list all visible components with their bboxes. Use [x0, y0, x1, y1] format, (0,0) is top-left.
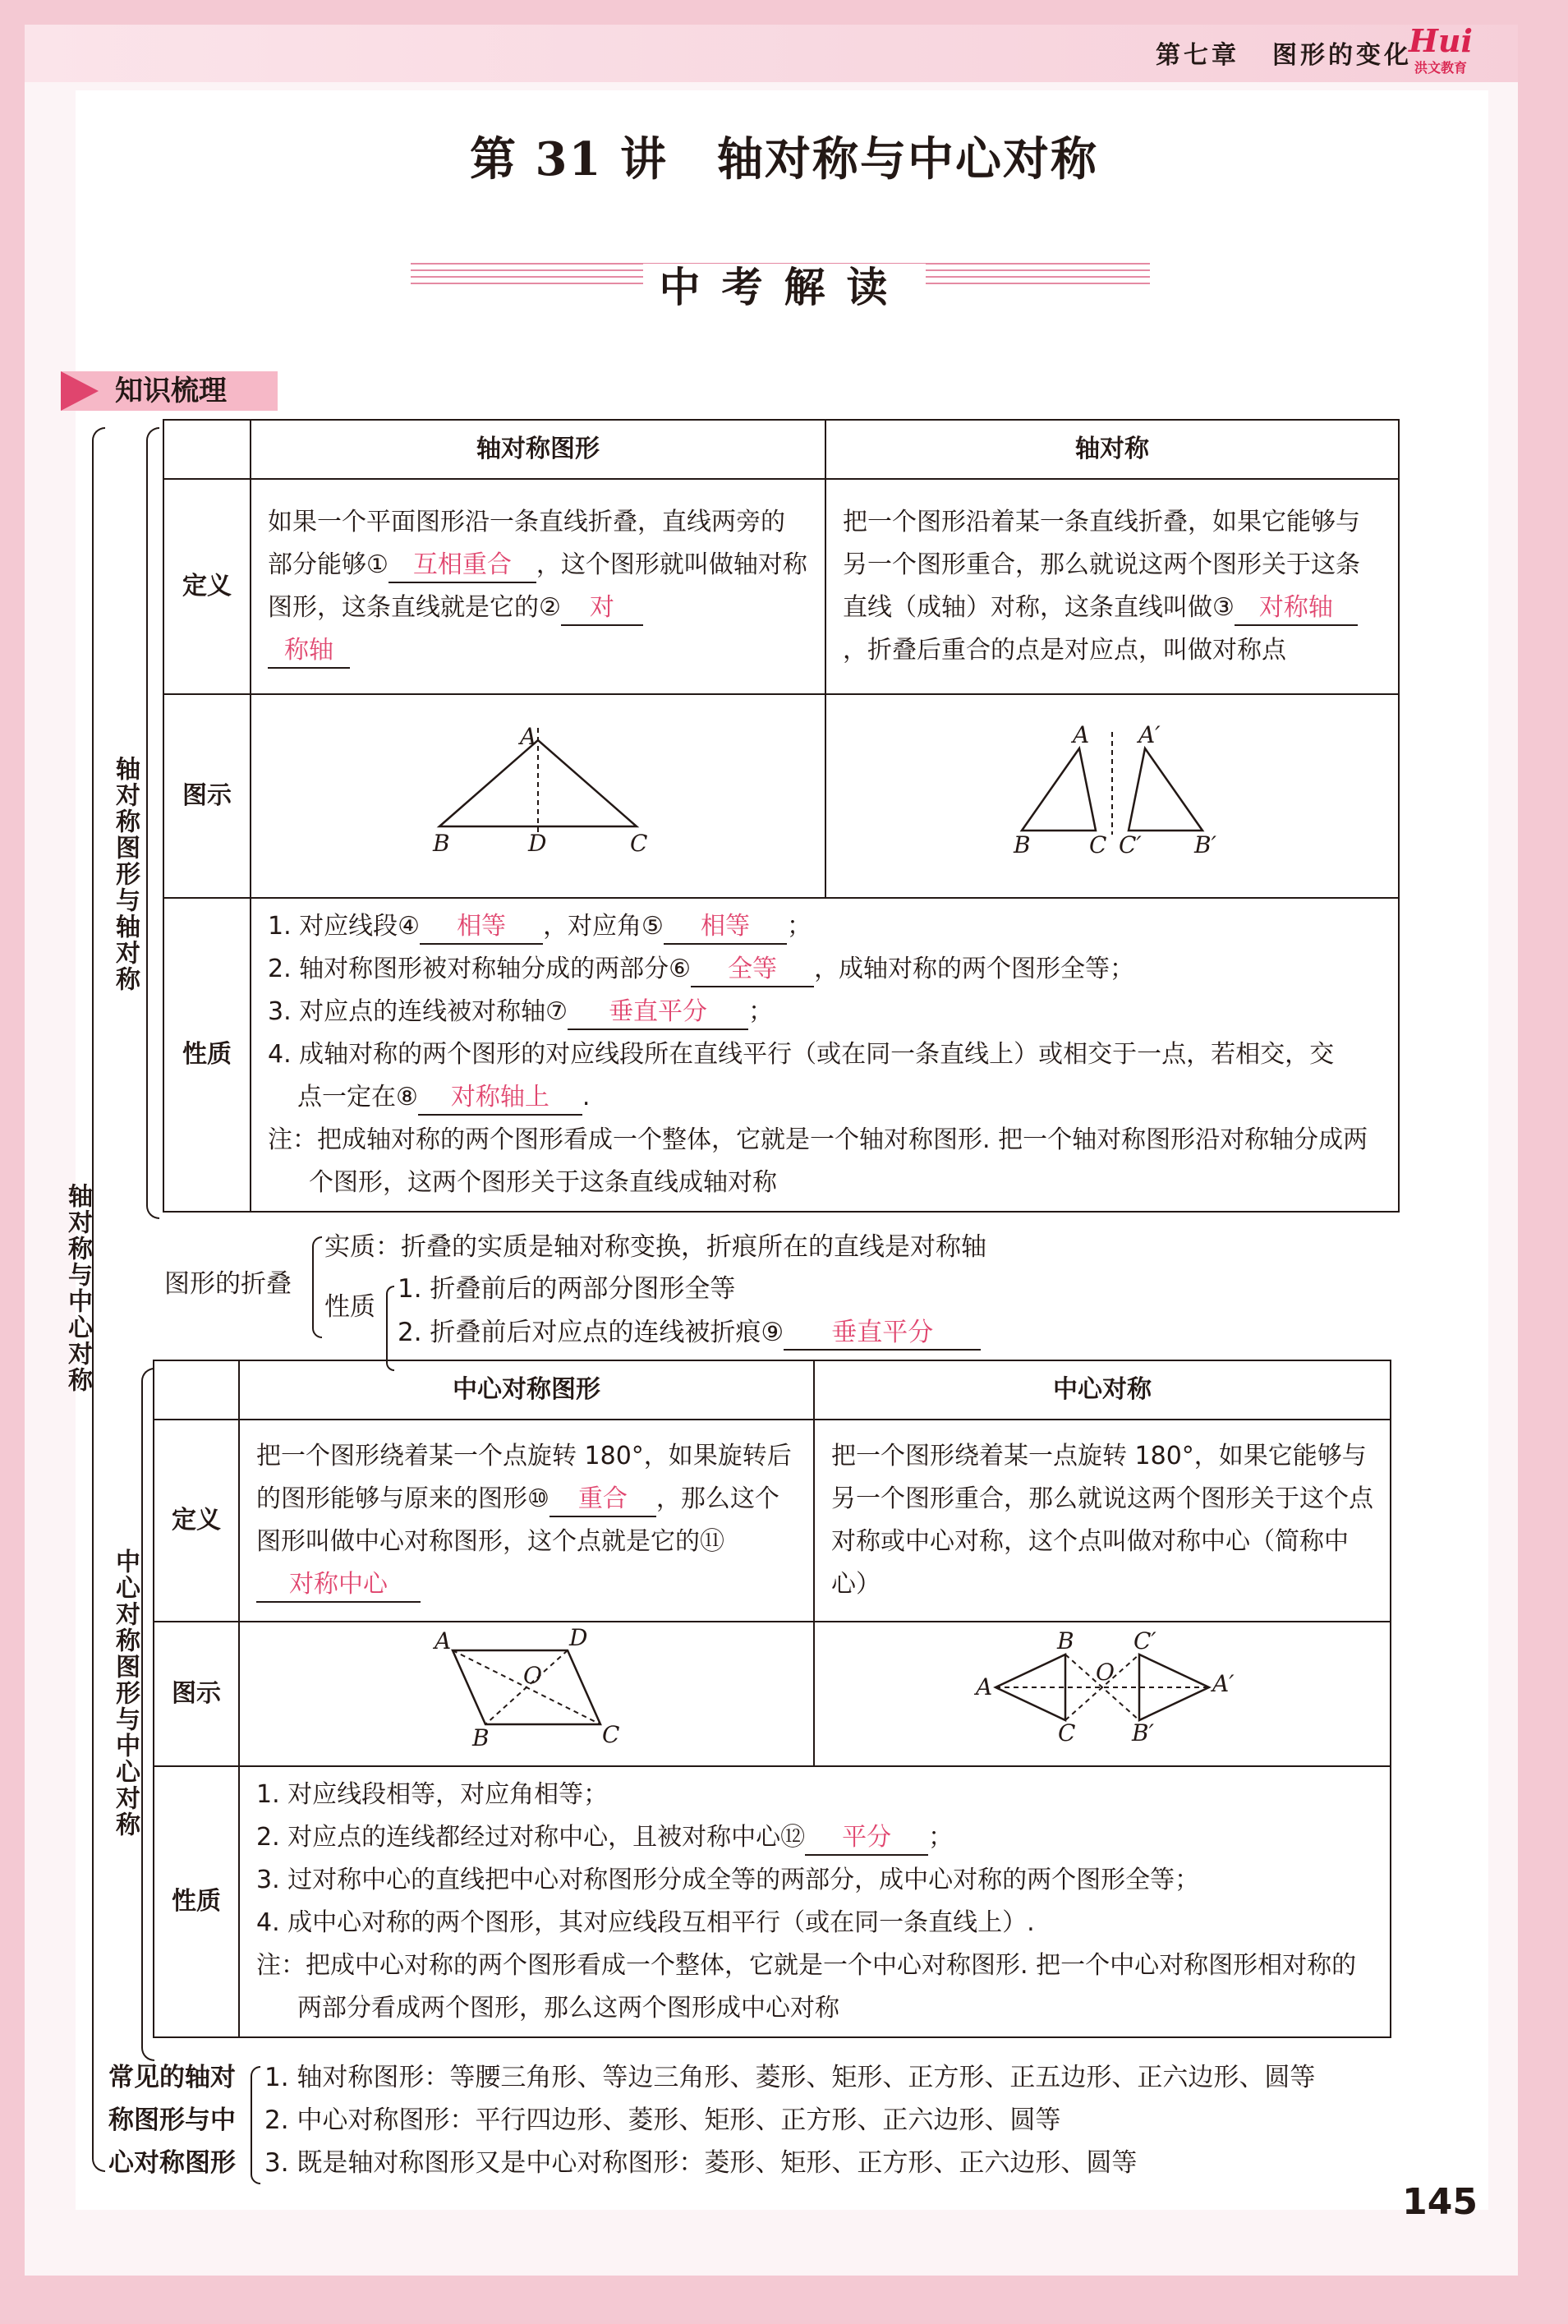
row-label-definition: 定义	[154, 1420, 239, 1622]
axial-symmetry-figure-cell	[825, 694, 1399, 898]
answer-blank-3: 对称轴	[1235, 591, 1358, 626]
folding-essence: 实质：折叠的实质是轴对称变换，折痕所在的直线是对称轴	[324, 1232, 986, 1262]
answer-blank-6: 全等	[691, 953, 814, 987]
running-header	[1123, 35, 1412, 71]
label-C: C	[1058, 1719, 1076, 1746]
rotated-triangles-diagram	[963, 1626, 1242, 1749]
isosceles-triangle-diagram	[415, 720, 661, 859]
label-C: C	[602, 1720, 620, 1748]
folding-prop-2: 2. 折叠前后对应点的连线被折痕⑨ 垂直平分	[398, 1311, 981, 1354]
row-label-figure: 图示	[154, 1622, 239, 1766]
axial-col2-header: 轴对称	[825, 420, 1399, 479]
arrow-icon	[61, 371, 99, 411]
axial-col1-header: 轴对称图形	[251, 420, 825, 479]
row-label-properties: 性质	[163, 898, 251, 1212]
row-label-definition: 定义	[163, 479, 251, 694]
answer-blank-2b: 称轴	[268, 634, 350, 669]
section-tag: 知识梳理	[61, 371, 278, 411]
answer-blank-12: 平分	[805, 1821, 928, 1856]
central-side-label: 中心对称图形与中心对称	[111, 1549, 140, 1838]
label-A: A	[435, 1627, 452, 1654]
axial-table	[163, 419, 1400, 1213]
answer-blank-1: 互相重合	[389, 549, 536, 583]
label-B: B	[1057, 1627, 1074, 1654]
label-C: C	[630, 829, 648, 857]
mirrored-triangles-diagram	[989, 720, 1235, 859]
folding-prop-label: 性质	[324, 1292, 375, 1322]
label-A-prime: A′	[1138, 720, 1161, 748]
folding-prop-1: 1. 折叠前后的两部分图形全等	[398, 1274, 736, 1304]
common-brace	[251, 2066, 260, 2184]
axial-brace	[146, 427, 159, 1219]
label-A-prime: A′	[1212, 1669, 1235, 1697]
central-properties: 1. 对应线段相等，对应角相等； 2. 对应点的连线都经过对称中心，且被对称中心⑫ 平分 ； 3. 过对称中心的直线把中心对称图形分成全等的两部分，成中心对称的两个图形全等； 4. 成中心对称的两个图形，其对应线段互相平行（或在同一条直线上）. 注：把成中心对称的两个图形看成一个整体，它就是一个中心对称图形. 把一个中心对称图形相对称的两部分看成两个图形，那么这两个图形成中心对称	[239, 1766, 1391, 2037]
lecture-number: 第 31 讲	[470, 132, 668, 186]
label-A: A	[520, 722, 537, 750]
axial-figure-cell	[251, 694, 825, 898]
central-table	[153, 1360, 1391, 2038]
central-symmetry-figure-cell	[814, 1622, 1391, 1766]
parallelogram-diagram	[420, 1626, 633, 1749]
answer-blank-10: 重合	[549, 1483, 656, 1517]
page-title	[0, 123, 1568, 189]
answer-blank-8: 对称轴上	[418, 1081, 582, 1116]
label-B: B	[1014, 831, 1031, 858]
section-subtitle: 中考解读	[0, 255, 1568, 314]
answer-blank-9: 垂直平分	[784, 1316, 981, 1351]
label-B-prime: B′	[1194, 831, 1216, 858]
list-item: 2. 中心对称图形：平行四边形、菱形、矩形、正方形、正六边形、圆等	[264, 2105, 1061, 2135]
axial-symmetry-definition: 把一个图形沿着某一条直线折叠，如果它能够与另一个图形重合，那么就说这两个图形关于这条直线（成轴）对称，这条直线叫做③ 对称轴，折叠后重合的点是对应点，叫做对称点	[825, 479, 1399, 694]
answer-blank-2a: 对	[561, 591, 643, 626]
chapter-title: 图形的变化	[1272, 41, 1412, 70]
label-B-prime: B′	[1132, 1719, 1154, 1746]
common-label: 常见的轴对 称图形与中 心对称图形	[108, 2063, 236, 2178]
common-list	[264, 2056, 1315, 2184]
list-item: 3. 既是轴对称图形又是中心对称图形：菱形、矩形、正方形、正六边形、圆等	[264, 2148, 1138, 2178]
label-D: D	[569, 1625, 588, 1651]
lecture-topic: 轴对称与中心对称	[716, 132, 1098, 186]
label-A: A	[976, 1673, 993, 1700]
chapter-number: 第七章	[1156, 41, 1239, 70]
folding-brace	[312, 1236, 322, 1338]
row-label-properties: 性质	[154, 1766, 239, 2037]
answer-blank-5: 相等	[664, 910, 787, 945]
label-B: B	[433, 829, 450, 857]
label-D: D	[528, 829, 547, 857]
outer-label: 轴对称与中心对称	[63, 1183, 92, 1393]
row-label-figure: 图示	[163, 694, 251, 898]
central-col1-header: 中心对称图形	[239, 1360, 814, 1420]
page-number: 145	[1402, 2181, 1478, 2223]
answer-blank-4: 相等	[420, 910, 543, 945]
answer-blank-7: 垂直平分	[568, 996, 748, 1030]
central-note: 注：把成中心对称的两个图形看成一个整体，它就是一个中心对称图形. 把一个中心对称图形相对称的两部分看成两个图形，那么这两个图形成中心对称	[256, 1951, 1357, 2023]
answer-blank-11: 对称中心	[256, 1568, 421, 1603]
label-B: B	[472, 1723, 490, 1749]
folding-label: 图形的折叠	[164, 1269, 292, 1299]
label-C-prime: C′	[1133, 1627, 1156, 1654]
axial-note: 注：把成轴对称的两个图形看成一个整体，它就是一个轴对称图形. 把一个轴对称图形沿对称轴分成两个图形，这两个图形关于这条直线成轴对称	[268, 1125, 1368, 1197]
central-symmetry-definition: 把一个图形绕着某一点旋转 180°，如果它能够与另一个图形重合，那么就说这两个图形关于这个点对称或中心对称，这个点叫做对称中心（简称中心）	[814, 1420, 1391, 1622]
label-C-prime: C′	[1119, 831, 1142, 858]
label-O: O	[523, 1661, 542, 1689]
central-figure-definition: 把一个图形绕着某一个点旋转 180°，如果旋转后的图形能够与原来的图形⑩ 重合 ，那么这个图形叫做中心对称图形，这个点就是它的⑪对称中心	[239, 1420, 814, 1622]
axial-figure-definition: 如果一个平面图形沿一条直线折叠，直线两旁的部分能够① 互相重合 ，这个图形就叫做轴对称图形，这条直线就是它的② 对 称轴	[251, 479, 825, 694]
central-col2-header: 中心对称	[814, 1360, 1391, 1420]
central-figure-cell	[239, 1622, 814, 1766]
folding-prop-brace	[386, 1286, 394, 1371]
list-item: 1. 轴对称图形：等腰三角形、等边三角形、菱形、矩形、正方形、正五边形、正六边形、圆等	[264, 2063, 1316, 2092]
axial-properties: 1. 对应线段④ 相等 ，对应角⑤ 相等 ； 2. 轴对称图形被对称轴分成的两部分⑥ 全等 ，成轴对称的两个图形全等； 3. 对应点的连线被对称轴⑦ 垂直平分 ； 4. 成轴对称的两个图形的对应线段所在直线平行（或在同一条直线上）或相交于一点，若相交，交 点一定在⑧ 对称轴上 . 注：把成轴对称的两个图形看成一个整体，它就是一个轴对称图形. 把一个轴对称图形沿对称轴分成两个图形，这两个图形关于这条直线成轴对称	[251, 898, 1399, 1212]
label-C: C	[1089, 831, 1107, 858]
axial-side-label: 轴对称图形与轴对称	[111, 756, 140, 992]
label-O: O	[1096, 1658, 1115, 1686]
publisher-logo: Hui 洪文教育	[1409, 22, 1473, 76]
label-A: A	[1073, 720, 1090, 748]
